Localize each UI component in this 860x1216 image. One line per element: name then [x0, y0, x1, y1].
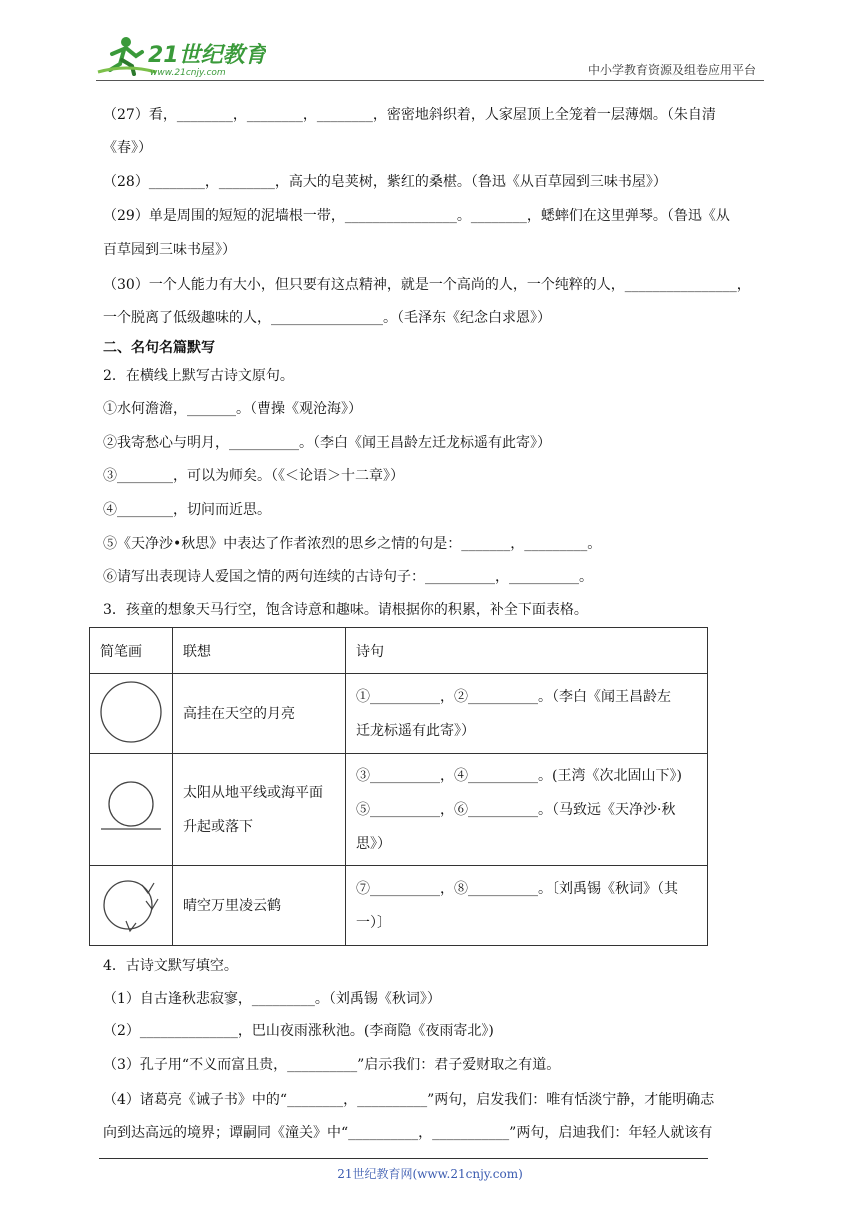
section-title: 二、名句名篇默写: [103, 340, 215, 356]
platform-name: 中小学教育资源及组卷应用平台: [587, 63, 756, 77]
verse-line: 一）〕: [356, 914, 391, 931]
footer-divider: [99, 1158, 708, 1159]
q2-item6: ⑥请写出表现诗人爱国之情的两句连续的古诗句子：__________，__________。: [103, 569, 593, 585]
verse-line: ⑦__________，⑧__________。〔刘禹锡《秋词》（其: [356, 880, 678, 897]
svg-text:21世纪教育: 21世纪教育: [148, 43, 266, 68]
header-divider: [96, 80, 764, 81]
q2-item2: ②我寄愁心与明月，__________。（李白《闻王昌龄左迁龙标遥有此寄》）: [103, 435, 551, 451]
footer-text: 21世纪教育网(www.21cnjy.com): [337, 1167, 523, 1181]
q2-item5: ⑤《天净沙•秋思》中表达了作者浓烈的思乡之情的句是：_______，_________。: [103, 536, 602, 552]
q30-line2: 一个脱离了低级趣味的人，________________。（毛泽东《纪念白求恩》）: [103, 310, 551, 326]
header-association: 联想: [173, 628, 346, 674]
association-text: 升起或落下: [183, 818, 253, 835]
q4-item4-line1: （4）诸葛亮《诫子书》中的“________，__________”两句，启发我们：唯有恬淡宁静，才能明确志: [103, 1092, 715, 1108]
circle-drawing: [90, 674, 173, 754]
verse-line: 思》）: [356, 835, 391, 852]
association-text: 太阳从地平线或海平面: [183, 784, 323, 801]
table-row: [90, 674, 708, 754]
q4-stem: 4．古诗文默写填空。: [103, 958, 238, 974]
q30-line1: （30）一个人能力有大小，但只要有这点精神，就是一个高尚的人，一个纯粹的人，________________，: [103, 277, 751, 293]
q2-item1: ①水何澹澹，_______。（曹操《观沧海》）: [103, 401, 362, 417]
verse-line: ①__________，②__________。（李白《闻王昌龄左: [356, 688, 671, 705]
site-logo: [96, 34, 266, 78]
q4-item3: （3）孔子用“不义而富且贵，__________”启示我们：君子爱财取之有道。: [103, 1057, 561, 1073]
table-header-row: [90, 628, 708, 674]
poem-table: [89, 627, 708, 946]
q2-item3: ③________，可以为师矣。（《＜论语＞十二章》）: [103, 468, 404, 484]
svg-text:www.21cnjy.com: www.21cnjy.com: [150, 68, 226, 78]
q29-line1: （29）单是周围的短短的泥墙根一带，________________。________，蟋蟀们在这里弹琴。（鲁迅《从: [103, 208, 730, 224]
verse-line: ⑤__________，⑥__________。（马致远《天净沙·秋: [356, 801, 676, 818]
q2-stem: 2．在横线上默写古诗文原句。: [103, 368, 294, 384]
q4-item2: （2）______________，巴山夜雨涨秋池。(李商隐《夜雨寄北》): [103, 1023, 494, 1039]
association-text: 晴空万里凌云鹤: [183, 897, 281, 914]
q27-line1: （27）看，________，________，________，密密地斜织着，人家屋顶上全笼着一层薄烟。（朱自清: [103, 107, 716, 123]
q4-item1: （1）自古逢秋悲寂寥，_________。（刘禹锡《秋词》）: [103, 991, 441, 1007]
q2-item4: ④________，切问而近思。: [103, 502, 271, 518]
sun-horizon-drawing: [90, 754, 173, 866]
header-verse: 诗句: [346, 628, 708, 674]
q29-line2: 百草园到三味书屋》）: [103, 242, 236, 258]
q4-item4-line2: 向到达高远的境界；谭嗣同《潼关》中“__________，___________”两句，启迪我们：年轻人就该有: [103, 1125, 713, 1141]
q3-stem: 3．孩童的想象天马行空，饱含诗意和趣味。请根据你的积累，补全下面表格。: [103, 602, 588, 618]
circle-cranes-drawing: [90, 866, 173, 946]
verse-line: ③__________，④__________。(王湾《次北固山下》): [356, 767, 682, 784]
table-row: [90, 866, 708, 946]
association-text: 高挂在天空的月亮: [183, 705, 295, 722]
header-drawing: 简笔画: [90, 628, 173, 674]
verse-line: 迁龙标遥有此寄》）: [356, 722, 475, 739]
q27-line2: 《春》）: [103, 140, 152, 156]
table-row: [90, 754, 708, 866]
q28-line: （28）________，________，高大的皂荚树，紫红的桑椹。（鲁迅《从百草园到三味书屋》）: [103, 174, 667, 190]
